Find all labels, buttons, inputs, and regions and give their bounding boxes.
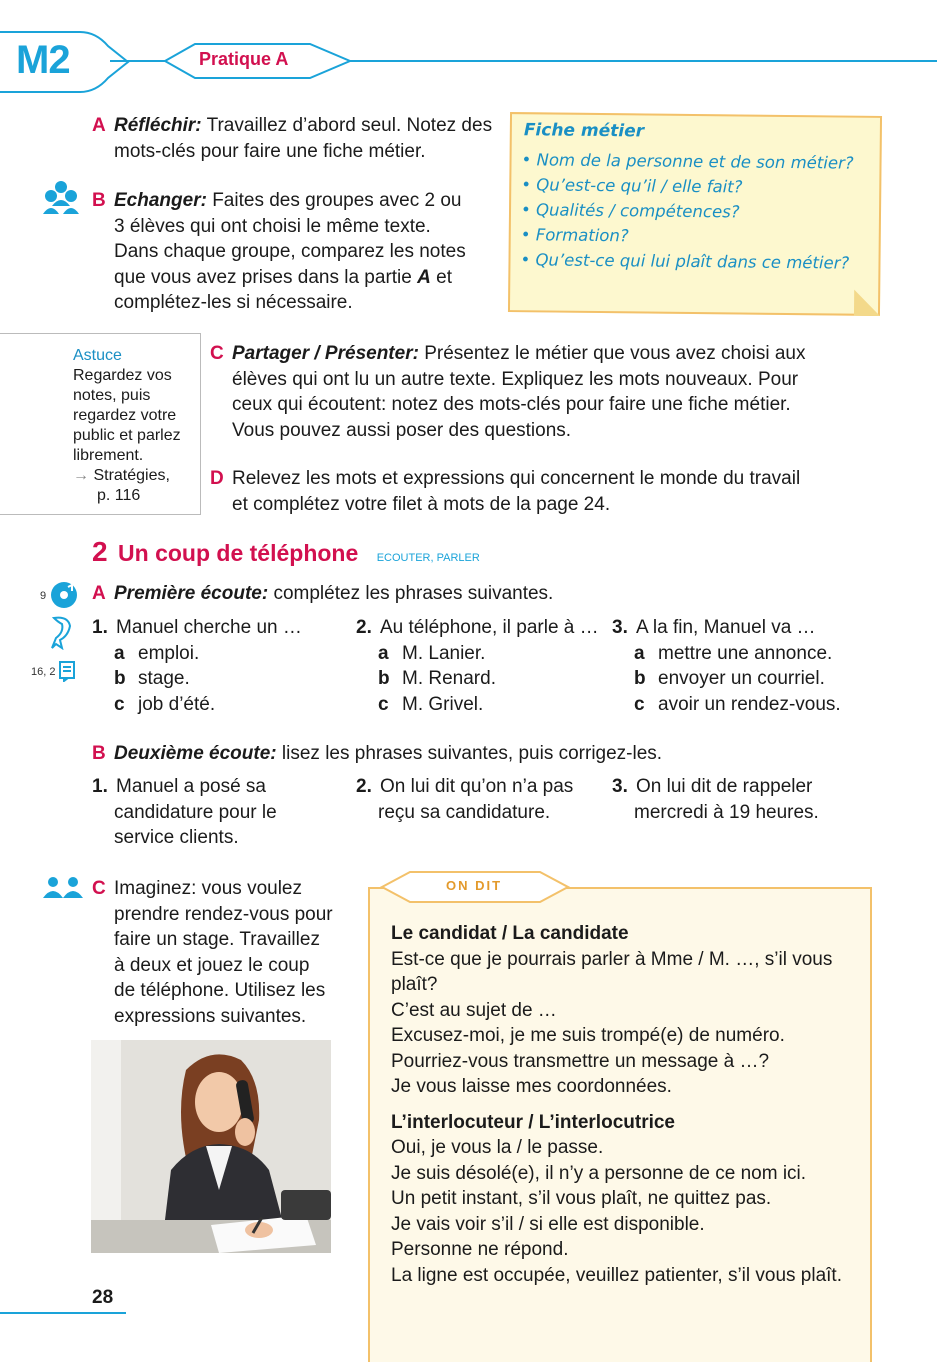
exercise-text: et complétez votre filet à mots de la page 24. <box>232 493 611 515</box>
exercise-text: Faites des groupes avec 2 ou <box>212 190 462 211</box>
exercise-text: mots-clés pour faire une fiche métier. <box>114 140 426 162</box>
astuce-title: Astuce <box>73 347 122 364</box>
option[interactable]: c M. Grivel. <box>378 693 484 715</box>
cd-audio-icon[interactable] <box>50 581 78 609</box>
exercise-title: Deuxième écoute: <box>114 743 277 764</box>
exercise-a <box>92 113 502 164</box>
exercise-letter: B <box>92 190 106 211</box>
exercise-text: Vous pouvez aussi poser des questions. <box>232 419 572 441</box>
statement-1: 1. Manuel a posé sa candidature pour le service clients. <box>92 776 277 848</box>
section-title: Un coup de téléphone <box>118 540 359 566</box>
on-dit-label: ON DIT <box>446 878 503 893</box>
question-stem: A la fin, Manuel va … <box>636 617 816 638</box>
arrow-icon: → <box>73 467 89 484</box>
astuce-reference-page: p. 116 <box>97 487 141 504</box>
section-heading <box>92 536 480 568</box>
option[interactable]: a M. Lanier. <box>378 642 486 664</box>
exercise-letter: C <box>92 878 106 899</box>
question-number: 1. <box>92 617 108 638</box>
expression: plaît? <box>391 974 438 995</box>
option[interactable]: a emploi. <box>114 642 200 664</box>
workbook-icon <box>58 660 76 682</box>
astuce-line: notes, puis <box>73 387 151 404</box>
astuce-line: regardez votre <box>73 407 177 424</box>
fiche-title: Fiche métier <box>523 120 645 142</box>
exercise-text: ceux qui écoutent: notez des mots-clés pour faire une fiche métier. <box>232 394 791 415</box>
exercise-title: Partager / Présenter: <box>232 343 419 364</box>
expression: Est-ce que je pourrais parler à Mme / M. …, s’il vous <box>391 948 833 970</box>
exercise-text: Travaillez d’abord seul. Notez des <box>206 115 493 136</box>
question-1 <box>92 615 352 717</box>
module-label: M2 <box>16 38 70 82</box>
exercise-letter: B <box>92 743 106 764</box>
exercise-title: Première écoute: <box>114 583 269 604</box>
expression: Oui, je vous la / le passe. <box>391 1137 604 1158</box>
question-2 <box>356 615 616 717</box>
exercise-text: lisez les phrases suivantes, puis corrigez-les. <box>281 743 663 764</box>
header-ribbon <box>0 26 937 96</box>
question-3 <box>612 615 912 717</box>
fiche-metier-note <box>508 112 882 316</box>
section-number: 2 <box>92 536 108 567</box>
fiche-item: • Nom de la personne et de son métier? <box>521 150 854 173</box>
exercise-b <box>92 188 502 316</box>
track-number: 9 <box>40 590 47 602</box>
exercise-2b <box>92 741 662 767</box>
question-stem: Au téléphone, il parle à … <box>380 617 599 638</box>
exercise-text: élèves qui ont lu un autre texte. Expliquez les mots nouveaux. Pour <box>232 368 799 390</box>
exercise-2c: C Imaginez: vous voulez prendre rendez-vous pour faire un stage. Travaillez à deux et jouez le coup de téléphone. Utilisez les expressions suivantes. <box>92 878 333 1027</box>
group-icon <box>42 180 80 216</box>
footer-rule <box>0 1312 126 1314</box>
exercise-d <box>210 466 830 517</box>
exercise-title: Réfléchir: <box>114 115 202 136</box>
fiche-item: • Qu’est-ce qui lui plaît dans ce métier? <box>520 250 850 273</box>
on-dit-content <box>391 921 861 1288</box>
exercise-text: Dans chaque groupe, comparez les notes <box>114 241 466 262</box>
exercise-text: Présentez le métier que vous avez choisi aux <box>424 343 806 364</box>
astuce-line: Regardez vos <box>73 367 172 384</box>
woman-on-phone-photo <box>91 1040 331 1253</box>
question-number: 2. <box>356 617 372 638</box>
astuce-line: librement. <box>73 447 144 464</box>
on-dit-group-title: L’interlocuteur / L’interlocutrice <box>391 1111 675 1133</box>
on-dit-group-title: Le candidat / La candidate <box>391 923 629 944</box>
workbook-pages: 16, 2 <box>31 666 56 678</box>
option[interactable]: c job d’été. <box>114 693 216 715</box>
expression: Je vous laisse mes coordonnées. <box>391 1076 672 1097</box>
expression: Excusez-moi, je me suis trompé(e) de numéro. <box>391 1025 785 1046</box>
astuce-box <box>0 333 201 515</box>
statement-3: 3. On lui dit de rappeler mercredi à 19 heures. <box>612 776 819 823</box>
exercise-2a <box>92 581 553 607</box>
section-skills: ECOUTER, PARLER <box>376 552 480 564</box>
option[interactable]: c avoir un rendez-vous. <box>634 693 841 715</box>
fiche-item: • Qualités / compétences? <box>520 200 740 222</box>
exercise-c <box>210 341 830 443</box>
exercise-letter: D <box>210 468 224 489</box>
question-stem: Manuel cherche un … <box>116 617 302 638</box>
expression: Un petit instant, s’il vous plaît, ne quittez pas. <box>391 1188 772 1209</box>
exercise-letter: A <box>92 583 106 604</box>
expression: C’est au sujet de … <box>391 999 557 1021</box>
exercise-letter: A <box>92 115 106 136</box>
exercise-text: complétez les phrases suivantes. <box>273 583 554 604</box>
option[interactable]: a mettre une annonce. <box>634 642 833 664</box>
option[interactable]: b M. Renard. <box>378 668 496 689</box>
statement-2: 2. On lui dit qu’on n’a pas reçu sa candidature. <box>356 776 574 823</box>
expression: Personne ne répond. <box>391 1239 569 1260</box>
exercise-text: 3 élèves qui ont choisi le même texte. <box>114 215 431 237</box>
exercise-text: complétez-les si nécessaire. <box>114 292 353 313</box>
pair-work-icon <box>42 876 86 900</box>
fiche-item: • Formation? <box>520 225 629 246</box>
exercise-text: Relevez les mots et expressions qui concernent le monde du travail <box>232 468 801 489</box>
section-label: Pratique A <box>199 49 289 69</box>
expression: Je suis désolé(e), il n’y a personne de ce nom ici. <box>391 1162 807 1184</box>
fiche-list <box>520 147 853 275</box>
option[interactable]: b stage. <box>114 668 190 689</box>
exercise-title: Echanger: <box>114 190 207 211</box>
page-number: 28 <box>92 1287 114 1308</box>
exercise-text: que vous avez prises dans la partie A et <box>114 266 452 288</box>
question-number: 3. <box>612 617 628 638</box>
astuce-reference: → Stratégies, <box>73 467 170 484</box>
astuce-line: public et parlez <box>73 427 181 444</box>
expression: La ligne est occupée, veuillez patienter, s’il vous plaît. <box>391 1264 842 1286</box>
fiche-item: • Qu’est-ce qu’il / elle fait? <box>521 175 743 197</box>
expression: Pourriez-vous transmettre un message à …? <box>391 1050 770 1072</box>
exercise-letter: C <box>210 343 224 364</box>
page-curl <box>854 290 880 316</box>
dolphin-icon <box>48 614 74 650</box>
option[interactable]: b envoyer un courriel. <box>634 668 825 689</box>
expression: Je vais voir s’il / si elle est disponible. <box>391 1213 705 1235</box>
